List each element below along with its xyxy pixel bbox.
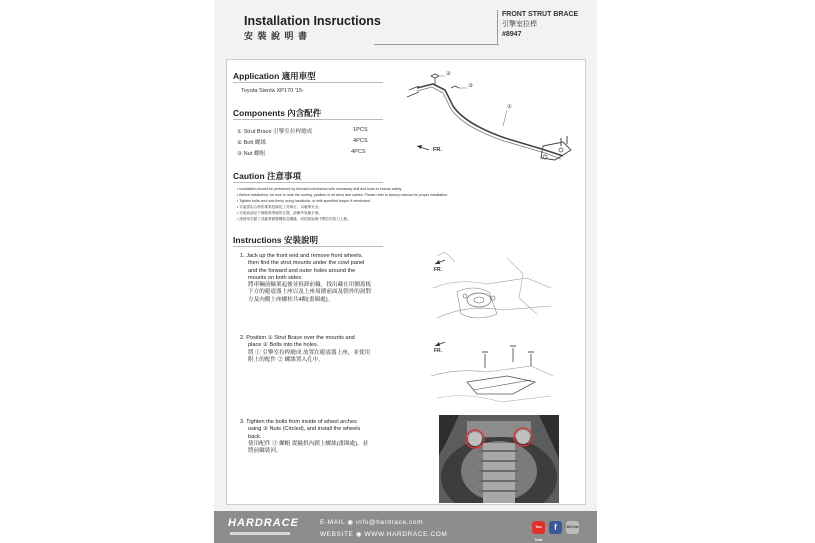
wechat-icon[interactable]: WeChat	[566, 521, 579, 534]
product-info	[497, 10, 597, 44]
step-1-cn-1: 將車輛前輪架起後並拆卸前輪，找出藏在用側蓋板	[248, 282, 372, 289]
document-subtitle: 安 裝 說 明 書	[244, 31, 309, 41]
step-1	[240, 253, 405, 304]
step-1-line-1: Jack up the front end and remove front wheels,	[246, 253, 363, 259]
footer	[214, 511, 597, 543]
step-2-cn-2: 附上的配件 ② 螺絲置入孔中。	[248, 356, 324, 363]
step-1-number: 1.	[240, 253, 245, 259]
component-1-name: ① Strut Brace 引擎室拉桿總成	[237, 129, 313, 135]
content-card	[226, 59, 586, 505]
step-1-line-4: mounts on both sides.	[248, 274, 303, 281]
website-label: WEBSITE	[320, 531, 354, 538]
website-link[interactable]: WWW.HARDRACE.COM	[364, 531, 448, 538]
caution-line-6: • 請使用手動工具確實鎖緊螺栓及螺絲，或依照說明中標註的扭力上鎖。	[237, 217, 351, 221]
step-1-line-3: and the forward and outer holes around the	[248, 267, 356, 274]
header-divider	[374, 44, 499, 45]
component-2-name: ② Bolt 螺絲	[237, 140, 266, 146]
footer-email: E-MAIL ◉ info@hardrace.com	[320, 519, 424, 526]
part-number: #8947	[502, 31, 522, 38]
step-3-photo	[439, 415, 559, 503]
component-1-qty: 1PCS	[353, 127, 368, 133]
step-3-number: 3.	[240, 419, 245, 425]
footer-website: WEBSITE ◉ WWW.HARDRACE.COM	[320, 531, 448, 538]
step-2-figure	[427, 332, 557, 412]
diagram-callout-1: ①	[507, 104, 513, 110]
brand-logo-bar	[230, 532, 290, 535]
step-3	[240, 419, 405, 455]
step-2-line-2: place ② Bolts into the holes.	[248, 342, 319, 349]
product-name: FRONT STRUT BRACE	[502, 11, 579, 18]
step-2-cn-1: 將 ① 引擎室拉桿總成 放置在避震器上座，並使用	[248, 349, 371, 356]
email-label: E-MAIL	[320, 519, 346, 526]
application-divider	[233, 82, 383, 83]
step-1-cn-2: 下方的避震器上座以及上座周圍前面及朝外的洞對	[248, 289, 372, 296]
youtube-icon[interactable]: You Tube	[532, 521, 545, 534]
step-1-figure	[427, 248, 557, 333]
application-vehicle: Toyota Sienta XP170 '15-	[241, 88, 304, 94]
product-name-cn: 引擎室拉桿	[502, 21, 537, 28]
caution-heading: Caution 注意事項	[233, 171, 301, 181]
component-3-name: ③ Nut 螺帽	[237, 151, 266, 157]
diagram-direction-label: FR.	[433, 147, 443, 153]
diagram-callout-3: ③	[468, 83, 474, 89]
step-2-number: 2.	[240, 335, 245, 341]
instruction-sheet	[214, 0, 597, 543]
diagram-callout-2: ②	[446, 71, 452, 77]
instructions-divider	[233, 246, 383, 247]
step-3-line-2: using ③ Nuts (Circled), and install the wheels	[248, 426, 361, 433]
caution-line-1: • Installation should be performed by licensed mechanics with necessary skill and tools to ensure safety.	[237, 187, 403, 191]
caution-line-4: • 安裝需由合格的專業技師及工具執行，以確保安全。	[237, 205, 322, 209]
step-1-cn-3: 方及內側上座螺栓共4顆(畫圈處)。	[248, 296, 334, 303]
step-1-line-2: then find the strut mounts under the cowl panel	[248, 260, 365, 267]
components-divider	[233, 119, 383, 120]
step-2-line-1: Position ① Strut Brace over the mounts and	[246, 335, 355, 341]
components-heading: Components 內含配件	[233, 108, 322, 118]
caution-line-3: • Tighten bolts and nuts firmly using handtools, or with specified torque if mentioned.	[237, 199, 371, 203]
step-2-fig-label: FR.	[434, 348, 443, 354]
step-3-line-3: back.	[248, 433, 262, 440]
component-2-qty: 4PCS	[353, 138, 368, 144]
caution-line-2: • Before installation, be sure to note the routing, position of all wires and cables. Please refer to factory manual for proper installation.	[237, 193, 449, 197]
instructions-heading: Instructions 安裝說明	[233, 235, 319, 245]
caution-divider	[233, 182, 383, 183]
step-3-cn-1: 使用配件 ③ 螺帽 從輪拱內鎖上螺絲(畫圈處)，並	[248, 440, 369, 447]
facebook-icon[interactable]: f	[549, 521, 562, 534]
email-link[interactable]: info@hardrace.com	[356, 519, 424, 526]
document-title: Installation Insructions	[244, 14, 381, 28]
step-3-cn-2: 將前輪裝回。	[248, 448, 282, 455]
step-1-fig-label: FR.	[434, 267, 443, 273]
strut-brace-diagram	[395, 66, 581, 166]
component-3-qty: 4PCS	[351, 149, 366, 155]
step-2	[240, 335, 405, 364]
brand-logo: HARDRACE	[228, 517, 299, 529]
caution-line-5: • 安裝前請記下線路與導線的位置，請參考原廠手冊。	[237, 211, 322, 215]
step-3-line-1: Tighten the bolts from inside of wheel arches	[246, 419, 357, 425]
application-heading: Application 適用車型	[233, 71, 316, 81]
